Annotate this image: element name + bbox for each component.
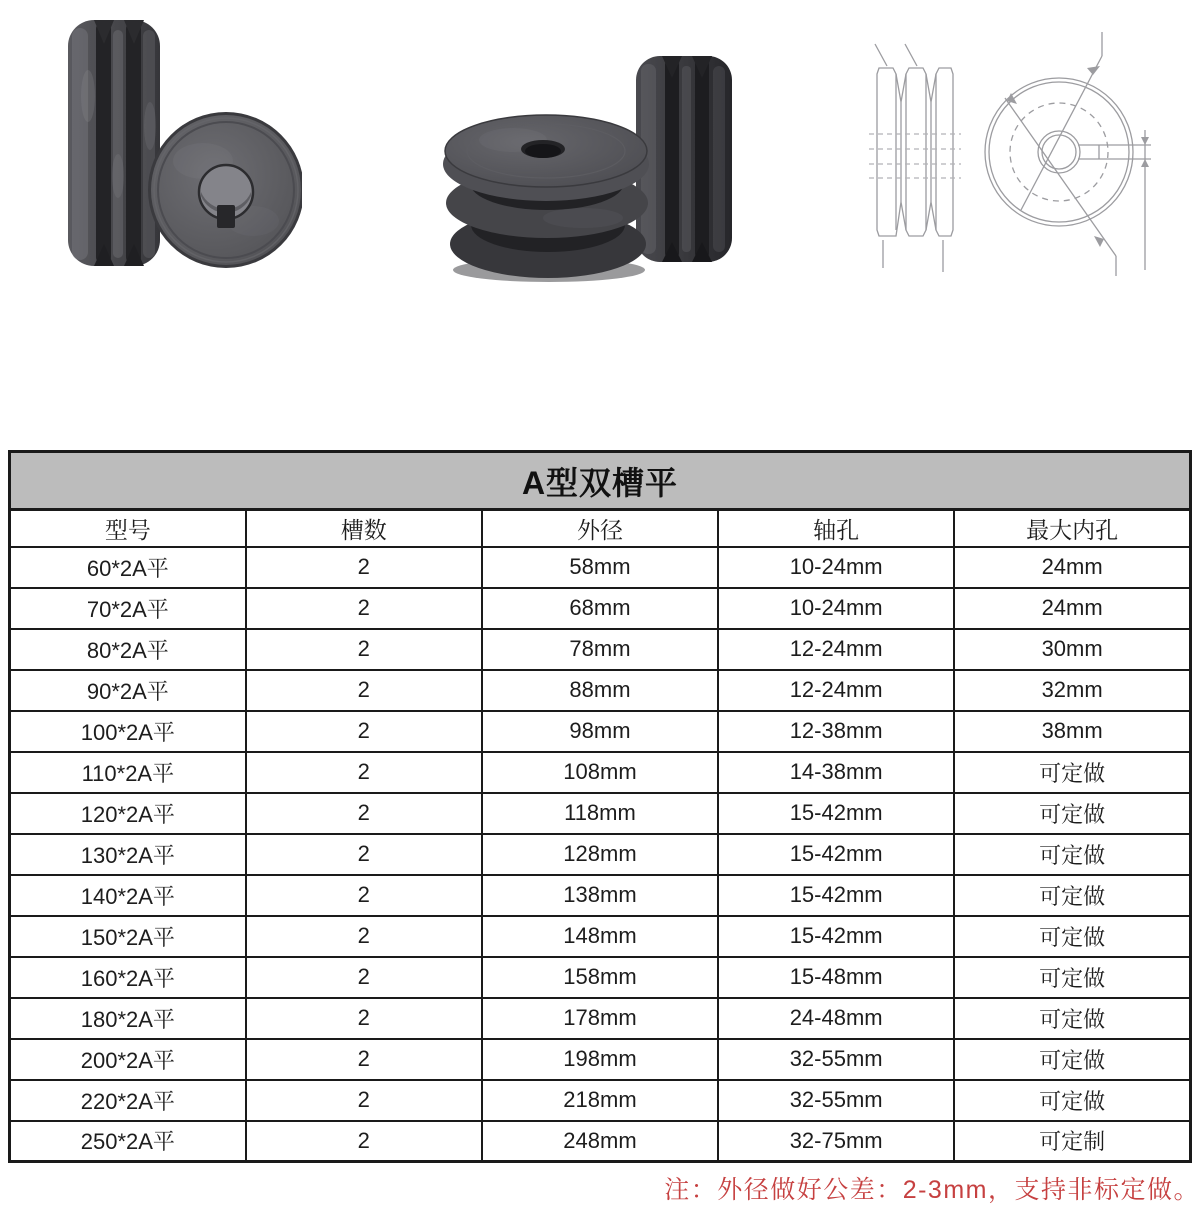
spec-table	[8, 450, 1192, 1163]
product-illustrations	[0, 0, 1200, 450]
cell-model: 220*2A平	[10, 1080, 246, 1121]
cell-max-bore: 可定做	[954, 998, 1190, 1039]
cell-model: 80*2A平	[10, 629, 246, 670]
table-row	[10, 629, 1191, 670]
table-row	[10, 1121, 1191, 1162]
cell-model: 160*2A平	[10, 957, 246, 998]
cell-max-bore: 可定做	[954, 752, 1190, 793]
cell-model: 120*2A平	[10, 793, 246, 834]
cell-shaft-hole: 15-48mm	[718, 957, 954, 998]
table-row	[10, 588, 1191, 629]
cell-outer-diameter: 68mm	[482, 588, 718, 629]
table-row	[10, 547, 1191, 588]
cell-shaft-hole: 24-48mm	[718, 998, 954, 1039]
cell-shaft-hole: 10-24mm	[718, 588, 954, 629]
cell-shaft-hole: 10-24mm	[718, 547, 954, 588]
cell-outer-diameter: 98mm	[482, 711, 718, 752]
cell-model: 130*2A平	[10, 834, 246, 875]
cell-max-bore: 38mm	[954, 711, 1190, 752]
cell-shaft-hole: 12-38mm	[718, 711, 954, 752]
cell-shaft-hole: 32-55mm	[718, 1039, 954, 1080]
cell-groove-count: 2	[246, 547, 482, 588]
cell-model: 200*2A平	[10, 1039, 246, 1080]
cell-max-bore: 可定做	[954, 793, 1190, 834]
table-header-row	[10, 510, 1191, 547]
cell-outer-diameter: 158mm	[482, 957, 718, 998]
cell-groove-count: 2	[246, 916, 482, 957]
pulley-photo-lying-standing-icon	[433, 48, 745, 292]
cell-outer-diameter: 218mm	[482, 1080, 718, 1121]
front-face-pulley	[148, 112, 302, 268]
table-row	[10, 834, 1191, 875]
cell-outer-diameter: 118mm	[482, 793, 718, 834]
table-row	[10, 711, 1191, 752]
drawing-side-view	[869, 44, 961, 272]
cell-max-bore: 可定做	[954, 1080, 1190, 1121]
cell-outer-diameter: 198mm	[482, 1039, 718, 1080]
cell-shaft-hole: 32-75mm	[718, 1121, 954, 1162]
tolerance-note: 注：外径做好公差：2-3mm，支持非标定做。	[664, 1176, 1200, 1204]
cell-shaft-hole: 15-42mm	[718, 793, 954, 834]
cell-outer-diameter: 148mm	[482, 916, 718, 957]
cell-model: 140*2A平	[10, 875, 246, 916]
col-header-groove-count: 槽数	[246, 510, 482, 547]
cell-groove-count: 2	[246, 1121, 482, 1162]
table-row	[10, 998, 1191, 1039]
cell-shaft-hole: 12-24mm	[718, 670, 954, 711]
cell-max-bore: 可定做	[954, 1039, 1190, 1080]
cell-groove-count: 2	[246, 875, 482, 916]
lying-pulley-front	[443, 115, 649, 282]
cell-outer-diameter: 178mm	[482, 998, 718, 1039]
cell-groove-count: 2	[246, 793, 482, 834]
table-row	[10, 957, 1191, 998]
table-row	[10, 1039, 1191, 1080]
standing-pulley-back	[636, 56, 732, 262]
cell-max-bore: 32mm	[954, 670, 1190, 711]
col-header-max-bore: 最大内孔	[954, 510, 1190, 547]
cell-max-bore: 可定做	[954, 957, 1190, 998]
cell-model: 150*2A平	[10, 916, 246, 957]
cell-model: 90*2A平	[10, 670, 246, 711]
cell-model: 180*2A平	[10, 998, 246, 1039]
cell-max-bore: 30mm	[954, 629, 1190, 670]
cell-model: 70*2A平	[10, 588, 246, 629]
cell-outer-diameter: 138mm	[482, 875, 718, 916]
cell-model: 60*2A平	[10, 547, 246, 588]
table-title: A型双槽平	[10, 452, 1191, 510]
cell-groove-count: 2	[246, 998, 482, 1039]
dimension-lines	[1099, 130, 1151, 270]
spec-table-section	[8, 450, 1200, 1206]
table-title-row	[10, 452, 1191, 510]
cell-groove-count: 2	[246, 752, 482, 793]
table-row	[10, 1080, 1191, 1121]
table-row	[10, 875, 1191, 916]
cell-model: 110*2A平	[10, 752, 246, 793]
cell-model: 100*2A平	[10, 711, 246, 752]
cell-max-bore: 24mm	[954, 547, 1190, 588]
cell-groove-count: 2	[246, 670, 482, 711]
col-header-model: 型号	[10, 510, 246, 547]
cell-outer-diameter: 128mm	[482, 834, 718, 875]
cell-outer-diameter: 248mm	[482, 1121, 718, 1162]
cell-outer-diameter: 108mm	[482, 752, 718, 793]
col-header-outer-diameter: 外径	[482, 510, 718, 547]
cell-groove-count: 2	[246, 711, 482, 752]
spec-table-body	[10, 547, 1191, 1162]
cell-shaft-hole: 12-24mm	[718, 629, 954, 670]
pulley-technical-drawing-icon	[853, 18, 1167, 282]
cell-groove-count: 2	[246, 588, 482, 629]
cell-groove-count: 2	[246, 629, 482, 670]
col-header-shaft-hole: 轴孔	[718, 510, 954, 547]
standing-pulley	[68, 20, 160, 266]
table-row	[10, 752, 1191, 793]
center-bore	[521, 140, 565, 158]
cell-groove-count: 2	[246, 834, 482, 875]
cell-groove-count: 2	[246, 957, 482, 998]
cell-groove-count: 2	[246, 1039, 482, 1080]
cell-shaft-hole: 14-38mm	[718, 752, 954, 793]
cell-shaft-hole: 32-55mm	[718, 1080, 954, 1121]
keyway-slot	[1078, 145, 1099, 159]
cell-outer-diameter: 78mm	[482, 629, 718, 670]
cell-model: 250*2A平	[10, 1121, 246, 1162]
drawing-front-view	[985, 32, 1151, 276]
cell-max-bore: 可定做	[954, 916, 1190, 957]
pulley-photo-side-front-icon	[58, 6, 302, 288]
cell-shaft-hole: 15-42mm	[718, 916, 954, 957]
cell-shaft-hole: 15-42mm	[718, 875, 954, 916]
table-row	[10, 916, 1191, 957]
table-row	[10, 793, 1191, 834]
cell-max-bore: 可定做	[954, 834, 1190, 875]
cell-outer-diameter: 88mm	[482, 670, 718, 711]
cell-shaft-hole: 15-42mm	[718, 834, 954, 875]
table-row	[10, 670, 1191, 711]
cell-groove-count: 2	[246, 1080, 482, 1121]
cell-max-bore: 可定做	[954, 875, 1190, 916]
cell-max-bore: 24mm	[954, 588, 1190, 629]
cell-max-bore: 可定制	[954, 1121, 1190, 1162]
cell-outer-diameter: 58mm	[482, 547, 718, 588]
